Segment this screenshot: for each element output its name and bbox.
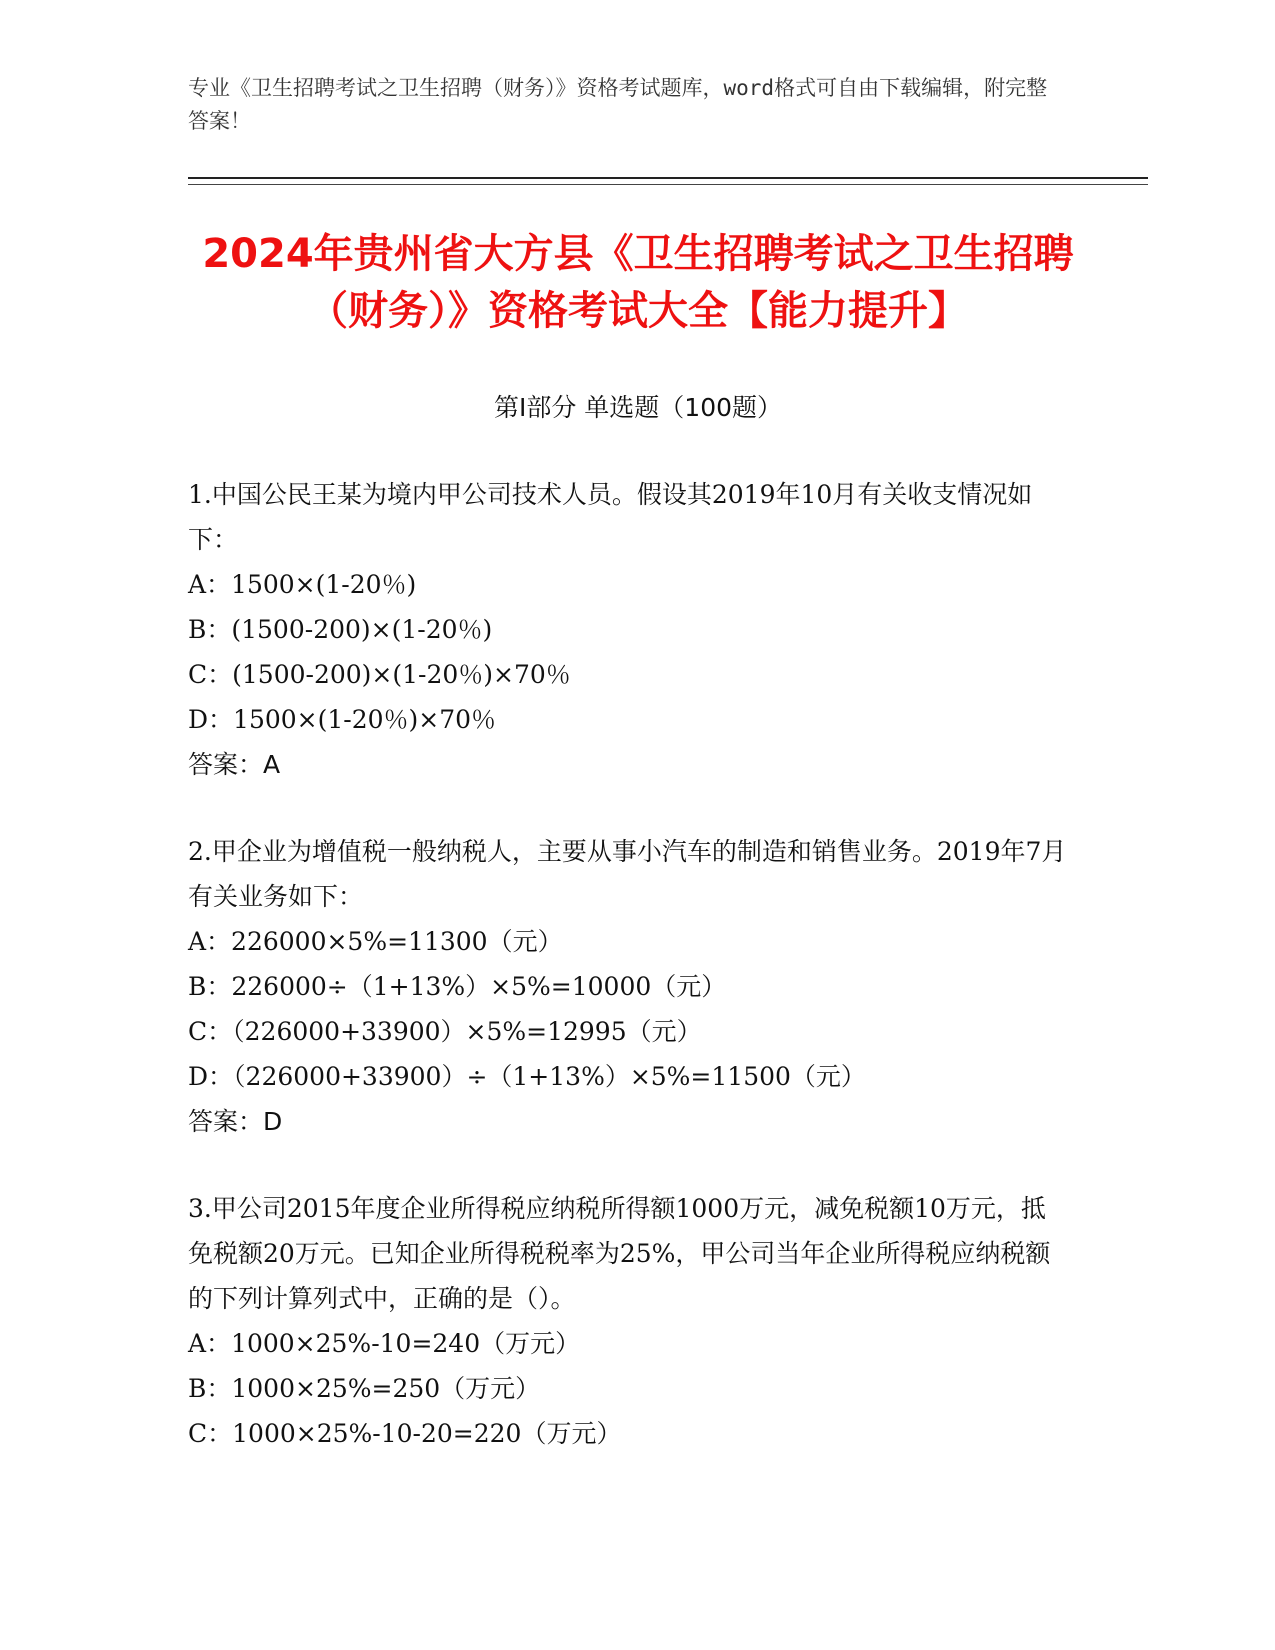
question-3 (188, 1186, 1068, 1456)
header-note: 专业《卫生招聘考试之卫生招聘（财务）》资格考试题库，word格式可自由下载编辑，附完整答案！ (188, 76, 1048, 133)
option-c: C：1000×25%-10-20=220（万元） (188, 1419, 622, 1448)
answer: 答案：D (188, 1107, 283, 1136)
option-d: D：（226000+33900）÷（1+13%）×5%=11500（元） (188, 1062, 866, 1091)
option-b: B：1000×25%=250（万元） (188, 1374, 541, 1403)
option-b: B：226000÷（1+13%）×5%=10000（元） (188, 972, 727, 1001)
section-title: 第I部分 单选题（100题） (493, 393, 783, 422)
option-b: B：(1500-200)×(1-20％) (188, 615, 493, 644)
document-title: 2024年贵州省大方县《卫生招聘考试之卫生招聘（财务）》资格考试大全【能力提升】 (202, 231, 1074, 334)
option-c: C：(1500-200)×(1-20％)×70％ (188, 660, 571, 689)
option-a: A：1500×(1-20％) (188, 570, 417, 599)
question-stem: 3.甲公司2015年度企业所得税应纳税所得额1000万元，减免税额10万元，抵免税额20万元。已知企业所得税税率为25%，甲公司当年企业所得税应纳税额的下列计算列式中，正确的是（）。 (188, 1194, 1051, 1313)
question-list (188, 472, 1068, 1498)
question-1 (188, 472, 1068, 787)
question-stem: 1.中国公民王某为境内甲公司技术人员。假设其2019年10月有关收支情况如下： (188, 480, 1033, 554)
question-stem: 2.甲企业为增值税一般纳税人，主要从事小汽车的制造和销售业务。2019年7月有关业务如下： (188, 837, 1067, 911)
header-divider-thin (188, 184, 1148, 185)
option-d: D：1500×(1-20％)×70％ (188, 705, 497, 734)
option-a: A：1000×25%-10=240（万元） (188, 1329, 581, 1358)
header-divider-thick (188, 177, 1148, 179)
question-2 (188, 829, 1068, 1144)
option-c: C：（226000+33900）×5%=12995（元） (188, 1017, 702, 1046)
answer: 答案：A (188, 750, 281, 779)
option-a: A：226000×5%=11300（元） (188, 927, 563, 956)
